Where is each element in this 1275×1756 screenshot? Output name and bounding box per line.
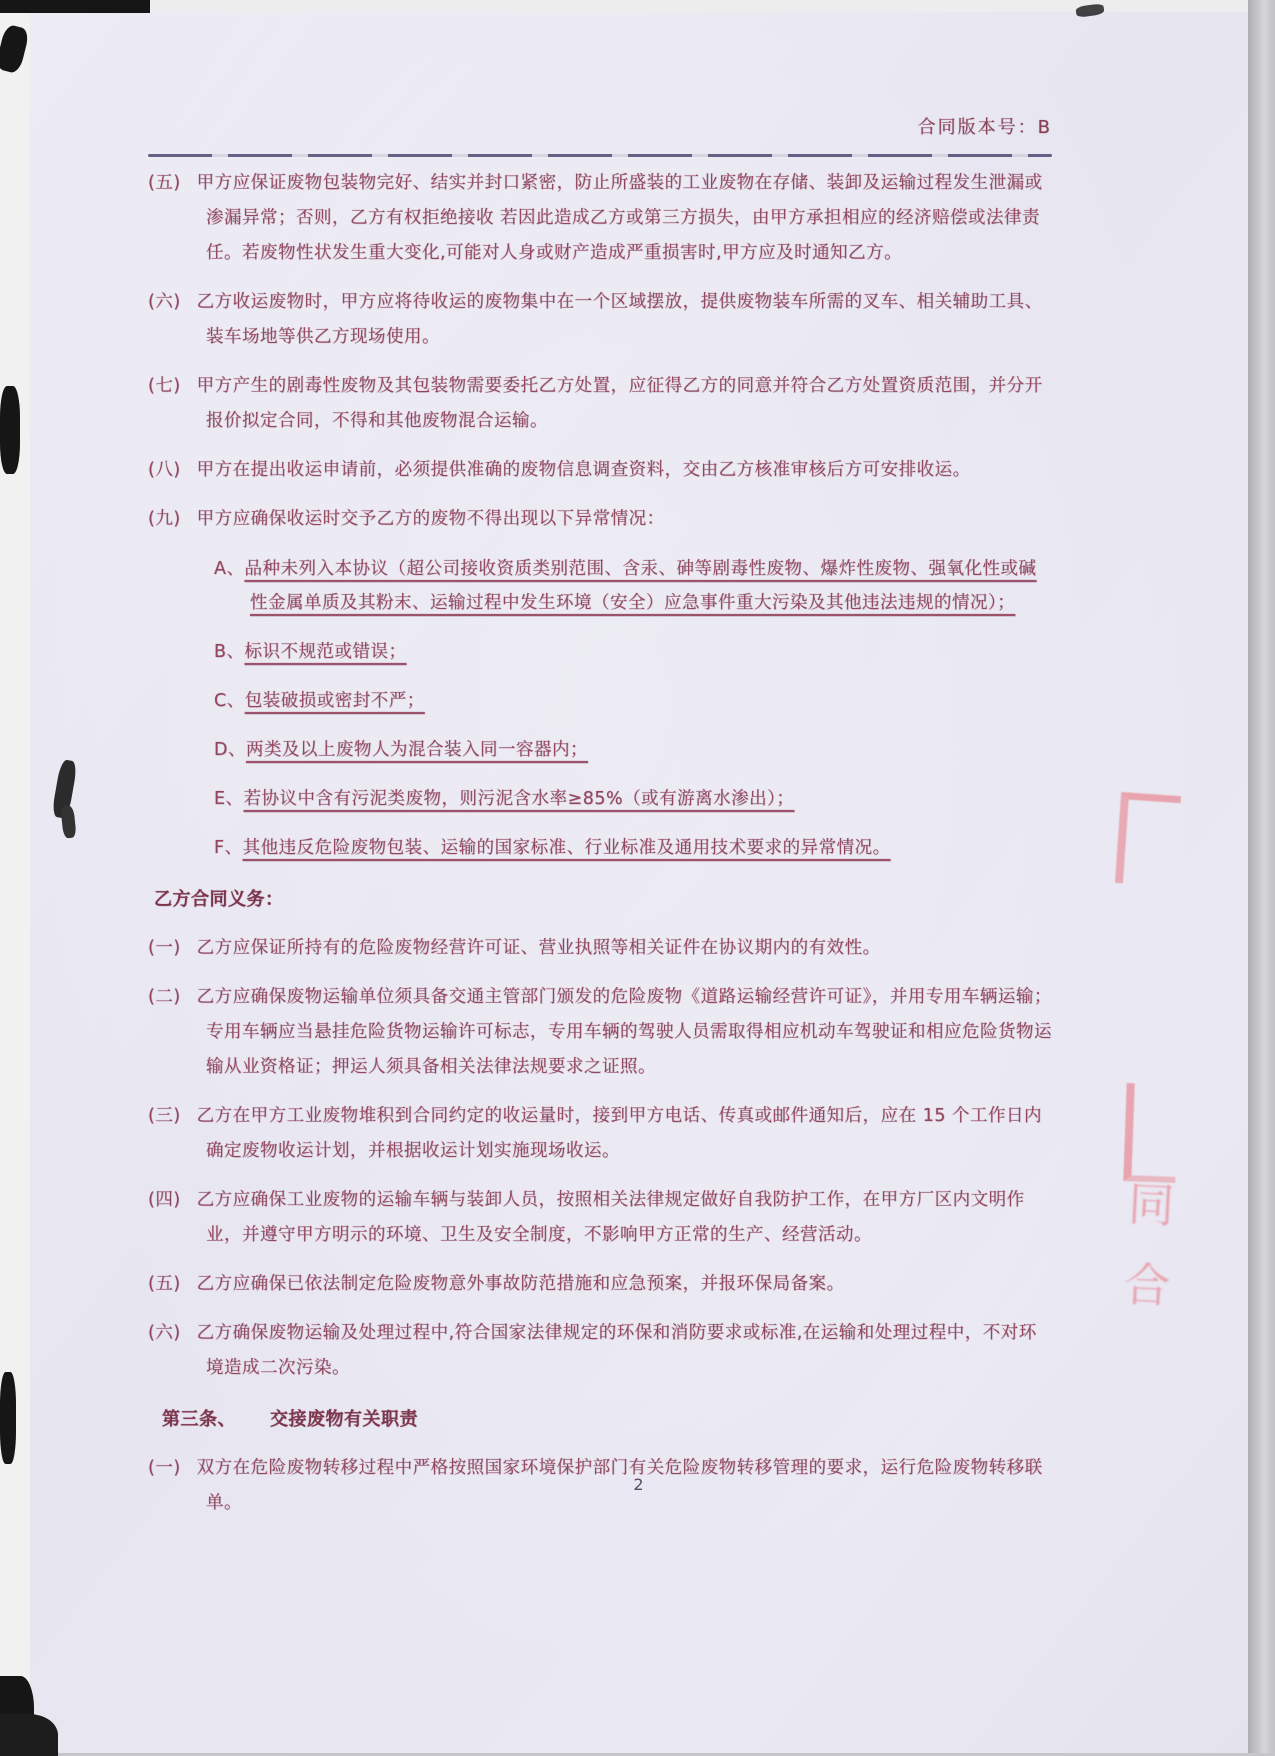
clause-text: 乙方收运废物时，甲方应将待收运的废物集中在一个区域摆放，提供废物装车所需的叉车、相关辅助工具、装车场地等供乙方现场使用。	[196, 292, 1043, 347]
scan-artifact-top-left-bar	[0, 0, 150, 13]
clause-a6	[148, 285, 1052, 355]
clause-b6	[148, 1316, 1052, 1386]
clause-a9	[148, 502, 1052, 537]
item-text: 若协议中含有污泥类废物，则污泥含水率≥85%（或有游离水渗出）；	[243, 789, 795, 809]
clause-text: 甲方产生的剧毒性废物及其包装物需要委托乙方处置，应征得乙方的同意并符合乙方处置资质范围，并分开报价拟定合同，不得和其他废物混合运输。	[196, 376, 1043, 431]
item-text: 包装破损或密封不严；	[244, 691, 425, 711]
clause-b5	[148, 1267, 1052, 1302]
clause-number: (三)	[148, 1106, 181, 1126]
clause-number: (八)	[148, 460, 181, 480]
article-3-title: 交接废物有关职责	[270, 1409, 418, 1430]
header-divider-line	[148, 154, 1052, 157]
article-3-label: 第三条、	[162, 1409, 236, 1430]
clause-b2	[148, 980, 1052, 1085]
clause-text: 乙方应确保已依法制定危险废物意外事故防范措施和应急预案，并报环保局备案。	[196, 1274, 845, 1294]
clause-text: 乙方确保废物运输及处理过程中,符合国家法律规定的环保和消防要求或标准,在运输和处理过程中，不对环境造成二次污染。	[196, 1323, 1037, 1378]
abnormal-item-f	[214, 831, 1052, 865]
red-stamp-fragment-icon	[1115, 792, 1181, 887]
clause-number: (五)	[148, 173, 181, 193]
contract-text-column	[148, 12, 1052, 1535]
scan-artifact-corner	[0, 1714, 58, 1756]
clause-number: (二)	[148, 987, 181, 1007]
item-letter: C、	[214, 691, 245, 711]
abnormal-item-c	[214, 684, 1052, 718]
contract-version-header: 合同版本号：B	[917, 117, 1052, 138]
clause-text: 乙方应确保废物运输单位须具备交通主管部门颁发的危险废物《道路运输经营许可证》，并用专用车辆运输；专用车辆应当悬挂危险货物运输许可标志，专用车辆的驾驶人员需取得相应机动车驾驶证和相应危险货物运输从业资格证；押运人须具备相关法律法规要求之证照。	[196, 987, 1052, 1077]
red-stamp-fragment-icon	[1123, 1083, 1178, 1183]
abnormal-item-d	[214, 733, 1052, 767]
article-3-heading	[162, 1402, 1052, 1437]
clause-number: (一)	[148, 1458, 181, 1478]
scanner-edge-right	[1248, 0, 1275, 1753]
page-number: 2	[633, 1475, 645, 1494]
scan-artifact-blob	[0, 386, 20, 474]
abnormal-item-a	[214, 552, 1052, 620]
clause-number: (四)	[148, 1190, 181, 1210]
item-text: 两类及以上废物人为混合装入同一容器内；	[245, 740, 588, 760]
clause-number: (六)	[148, 292, 181, 312]
item-text: 品种未列入本协议（超公司接收资质类别范围、含汞、砷等剧毒性废物、爆炸性废物、强氧化性或碱性金属单质及其粉末、运输过程中发生环境（安全）应急事件重大污染及其他违法违规的情况）；	[244, 559, 1037, 613]
item-letter: B、	[214, 642, 245, 662]
item-letter: E、	[214, 789, 244, 809]
party-b-obligations-heading: 乙方合同义务：	[154, 889, 284, 910]
clause-text: 甲方应保证废物包装物完好、结实并封口紧密，防止所盛装的工业废物在存储、装卸及运输过程发生泄漏或渗漏异常；否则，乙方有权拒绝接收 若因此造成乙方或第三方损失，由甲方承担相应的经济赔偿或法律责任。若废物性状发生重大变化,可能对人身或财产造成严重损害时,甲方应及时通知乙方。	[196, 173, 1043, 263]
clause-a7	[148, 369, 1052, 439]
clause-text: 乙方在甲方工业废物堆积到合同约定的收运量时，接到甲方电话、传真或邮件通知后，应在 15 个工作日内确定废物收运计划，并根据收运计划实施现场收运。	[196, 1106, 1043, 1161]
item-letter: D、	[214, 740, 246, 760]
clause-number: (六)	[148, 1323, 181, 1343]
clause-text: 双方在危险废物转移过程中严格按照国家环境保护部门有关危险废物转移管理的要求，运行危险废物转移联单。	[196, 1458, 1043, 1513]
clause-text: 甲方应确保收运时交予乙方的废物不得出现以下异常情况：	[196, 509, 665, 529]
red-stamp-text-fragment: 同 合	[1115, 1178, 1177, 1319]
item-text: 标识不规范或错误；	[244, 642, 407, 662]
item-text: 其他违反危险废物包装、运输的国家标准、行业标准及通用技术要求的异常情况。	[242, 838, 891, 858]
clause-a8	[148, 453, 1052, 488]
abnormal-item-e	[214, 782, 1052, 816]
item-letter: A、	[214, 559, 245, 579]
clause-a5	[148, 166, 1052, 271]
clause-text: 甲方在提出收运申请前，必须提供准确的废物信息调查资料，交由乙方核准审核后方可安排收运。	[196, 460, 971, 480]
clause-text: 乙方应保证所持有的危险废物经营许可证、营业执照等相关证件在协议期内的有效性。	[196, 938, 881, 958]
scan-artifact-blob	[0, 1372, 16, 1464]
scanned-contract-page	[30, 12, 1248, 1753]
clause-number: (七)	[148, 376, 181, 396]
clause-number: (九)	[148, 509, 181, 529]
clause-b3	[148, 1099, 1052, 1169]
clause-b4	[148, 1183, 1052, 1253]
clause-text: 乙方应确保工业废物的运输车辆与装卸人员，按照相关法律规定做好自我防护工作，在甲方厂区内文明作业，并遵守甲方明示的环境、卫生及安全制度，不影响甲方正常的生产、经营活动。	[196, 1190, 1025, 1245]
abnormal-item-b	[214, 635, 1052, 669]
clause-b1	[148, 931, 1052, 966]
item-letter: F、	[214, 838, 243, 858]
clause-number: (五)	[148, 1274, 181, 1294]
clause-number: (一)	[148, 938, 181, 958]
scanner-edge-left	[0, 0, 30, 1753]
